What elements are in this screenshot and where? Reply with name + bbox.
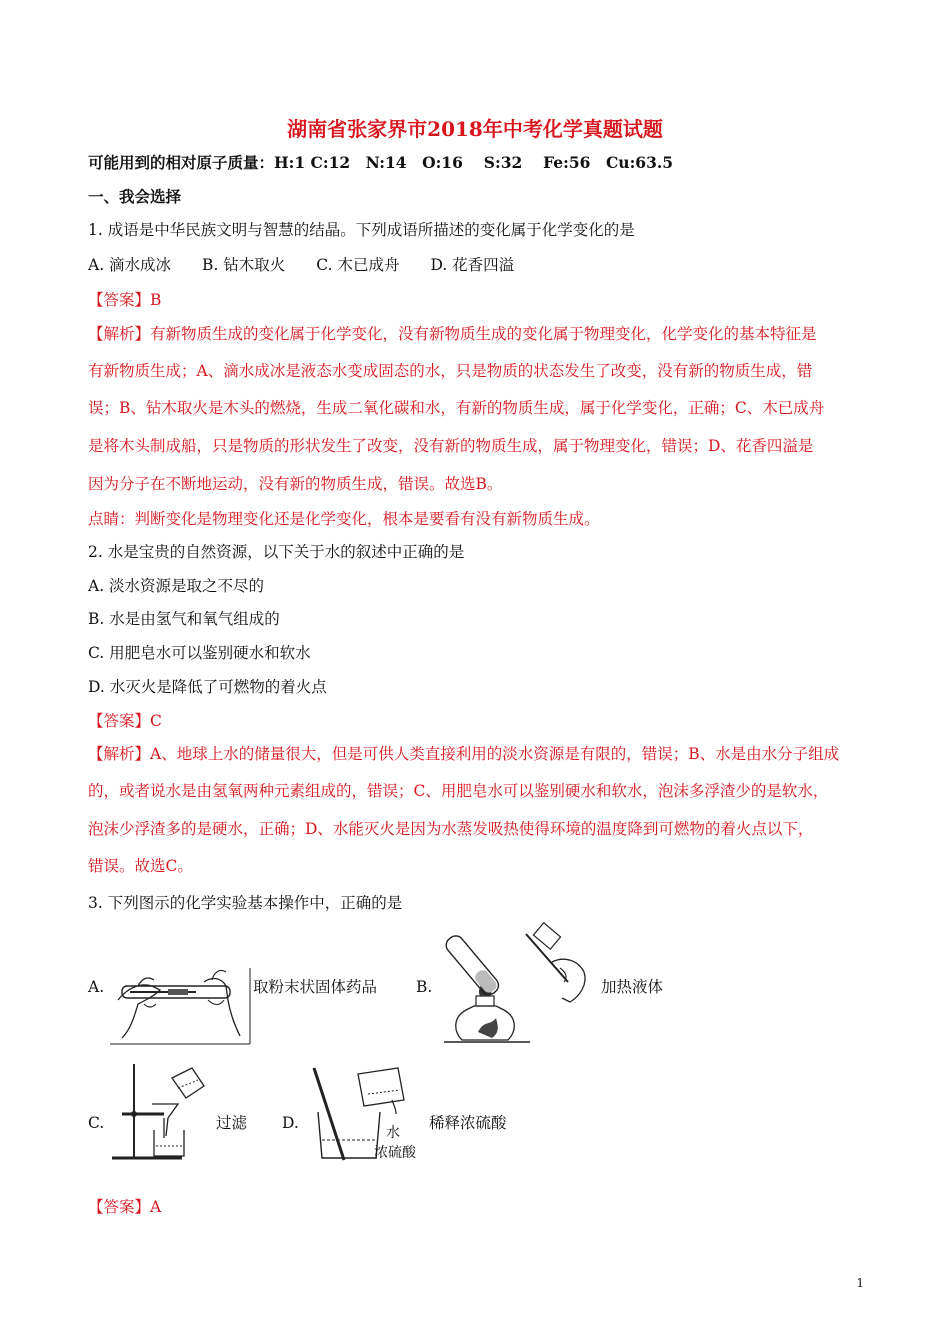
- page-number: 1: [856, 1276, 864, 1290]
- option-c-letter: C.: [88, 1114, 105, 1132]
- option-b-letter: B.: [416, 978, 433, 996]
- question-2-analysis-line: 的，或者说水是由氢氧两种元素组成的，错误；C、用肥皂水可以鉴别硬水和软水，泡沫多浮渣少的是软水，: [88, 782, 829, 800]
- question-1-options: A. 滴水成冰 B. 钻木取火 C. 木已成舟 D. 花香四溢: [88, 256, 515, 274]
- option-d-letter: D.: [282, 1114, 299, 1132]
- question-2-answer: 【答案】C: [88, 712, 162, 730]
- question-1-answer: 【答案】B: [88, 291, 162, 309]
- filtration-illustration: [108, 1058, 212, 1162]
- question-2-analysis-line: 【解析】A、地球上水的储量很大，但是可供人类直接利用的淡水资源是有限的，错误；B、水是由水分子组成: [88, 745, 840, 763]
- question-1-analysis-line: 有新物质生成；A、滴水成冰是液态水变成固态的水，只是物质的状态发生了改变，没有新的物质生成，错: [88, 362, 813, 380]
- question-2-stem: 2. 水是宝贵的自然资源，以下关于水的叙述中正确的是: [88, 543, 465, 561]
- question-1-tip: 点睛：判断变化是物理变化还是化学变化，根本是要看有没有新物质生成。: [88, 510, 600, 528]
- question-2-option-b: B. 水是由氢气和氧气组成的: [88, 610, 280, 628]
- heating-liquid-illustration: [440, 922, 600, 1046]
- atomic-mass-line: 可能用到的相对原子质量：H:1 C:12 N:14 O:16 S:32 Fe:56 Cu:63.5: [88, 153, 674, 172]
- option-c-label: 过滤: [216, 1114, 248, 1132]
- powder-sampling-illustration: [108, 960, 253, 1046]
- question-3-answer: 【答案】A: [88, 1198, 162, 1216]
- question-1-analysis-line: 是将木头制成船，只是物质的形状发生了改变，没有新的物质生成，属于物理变化，错误；D、花香四溢是: [88, 437, 814, 455]
- document-title: 湖南省张家界市2018年中考化学真题试题: [287, 117, 663, 141]
- question-2-option-d: D. 水灭火是降低了可燃物的着火点: [88, 678, 327, 696]
- water-label: 水: [386, 1125, 400, 1141]
- question-2-analysis-line: 泡沫少浮渣多的是硬水，正确；D、水能灭火是因为水蒸发吸热使得环境的温度降到可燃物的着火点以下，: [88, 820, 814, 838]
- question-1-analysis-line: 【解析】有新物质生成的变化属于化学变化，没有新物质生成的变化属于物理变化，化学变化的基本特征是: [88, 325, 817, 343]
- section-heading: 一、我会选择: [88, 187, 182, 206]
- question-1-stem: 1. 成语是中华民族文明与智慧的结晶。下列成语所描述的变化属于化学变化的是: [88, 221, 635, 239]
- option-a-letter: A.: [88, 978, 105, 996]
- question-1-analysis-line: 因为分子在不断地运动，没有新的物质生成，错误。故选B。: [88, 475, 503, 493]
- question-3-stem: 3. 下列图示的化学实验基本操作中，正确的是: [88, 894, 403, 912]
- option-b-label: 加热液体: [601, 978, 664, 996]
- question-2-analysis-line: 错误。故选C。: [88, 857, 193, 875]
- question-2-option-a: A. 淡水资源是取之不尽的: [88, 577, 265, 595]
- question-2-option-c: C. 用肥皂水可以鉴别硬水和软水: [88, 644, 311, 662]
- option-a-label: 取粉末状固体药品: [253, 978, 378, 996]
- question-1-analysis-line: 误；B、钻木取火是木头的燃烧，生成二氧化碳和水，有新的物质生成，属于化学变化，正确；C、木已成舟: [88, 399, 825, 417]
- concentrated-acid-label: 浓硫酸: [374, 1145, 416, 1161]
- option-d-label: 稀释浓硫酸: [429, 1114, 507, 1132]
